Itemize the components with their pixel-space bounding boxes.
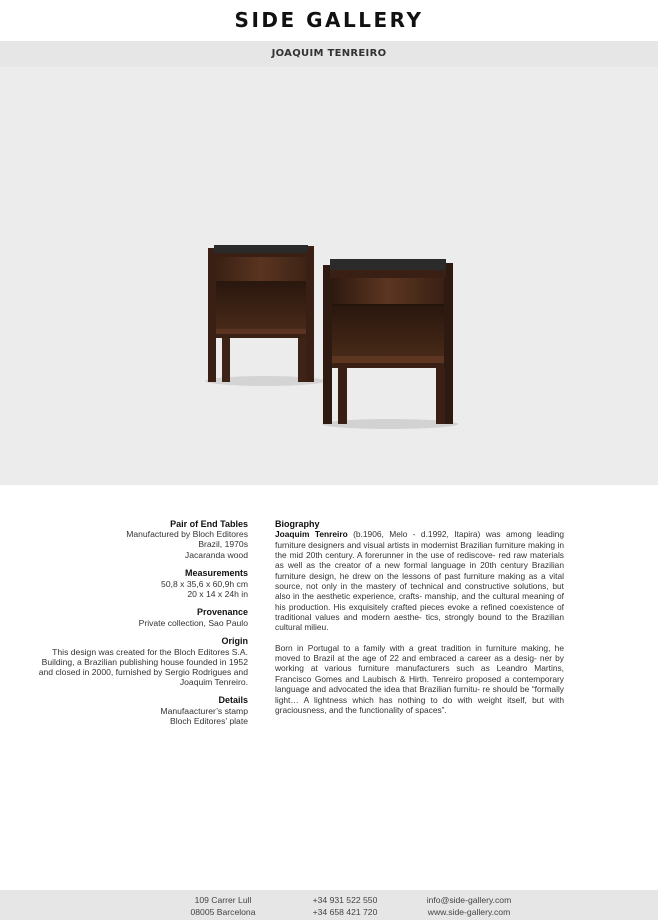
product-details xyxy=(30,519,248,735)
artist-title: JOAQUIM TENREIRO xyxy=(271,48,387,59)
measurements-section xyxy=(30,568,248,599)
measurements-title: Measurements xyxy=(184,568,248,579)
biography-text: (b.1906, Melo - d.1992, Itapira) was among leading furniture designers and visual artists in modernist Brazilian furniture making in the mid 20th century. A forerunner in the use of rediscove- red raw materials as well as the creator of a new formal language in 20th century Brazilian furniture design, he drew on the lessons of past furniture making as a vital source, not only in the mastery of technical and constructive solutions, but also in the aesthetic experience, crafts- manship, and the cultural meaning of his production. His exquisitely crafted pieces evoke a refined coexistence of traditional values and modern aesthe- tics, strongly bound to the Brazilian cultural milieu. xyxy=(275,529,564,633)
end-tables-illustration xyxy=(0,67,658,485)
website-link[interactable]: www.side-gallery.com xyxy=(427,907,511,917)
item-line: Manufactured by Bloch Editores xyxy=(126,529,248,540)
biography xyxy=(275,519,564,725)
details-section xyxy=(30,695,248,726)
artist-name: Joaquim Tenreiro xyxy=(275,529,348,540)
email-link[interactable]: info@side-gallery.com xyxy=(426,895,512,905)
details-line: Bloch Editores’ plate xyxy=(169,715,248,726)
origin-text: This design was created for the Bloch Editores S.A. Building, a Brazilian publishing house founded in 1952 and closed in 2000, furnished by Sergio Rodrigues and Joaquim Tenreiro. xyxy=(38,646,248,687)
artist-bar xyxy=(0,41,658,67)
phone-link[interactable]: +34 931 522 550 xyxy=(312,895,378,905)
item-line: Brazil, 1970s xyxy=(198,539,248,550)
item-section xyxy=(30,519,248,560)
details-line: Manufaacturer’s stamp xyxy=(160,705,248,716)
left-end-table xyxy=(208,245,314,382)
biography-paragraph-2: Born in Portugal to a family with a great tradition in furniture making, he moved to Brazil at the age of 22 and embraced a career as a desig- ner by working at various furniture manufacturers such as Leandro Martins, Francisco Gomes and Laubisch & Hirth. Tenreiro proposed a contemporary language and advocated the idea that Brazilian furnitu- re should be “formally light… A lightness which has nothing to do with weight itself, but with graciousness, and the functionality of spaces”. xyxy=(275,642,564,715)
phone-link[interactable]: +34 658 421 720 xyxy=(312,907,378,917)
header xyxy=(0,0,658,41)
brand-logo[interactable]: SIDE GALLERY xyxy=(234,8,424,32)
footer xyxy=(0,890,658,920)
provenance-title: Provenance xyxy=(196,607,248,618)
measurements-line: 20 x 14 x 24h in xyxy=(187,588,248,599)
right-end-table xyxy=(323,259,453,424)
footer-address xyxy=(180,894,266,918)
measurements-line: 50,8 x 35,6 x 60,9h cm xyxy=(161,578,248,589)
provenance-line: Private collection, Sao Paulo xyxy=(138,617,248,628)
address-line: 109 Carrer Lull xyxy=(194,895,252,905)
item-line: Jacaranda wood xyxy=(184,549,248,560)
footer-contact xyxy=(416,894,522,918)
origin-section xyxy=(30,636,248,687)
provenance-section xyxy=(30,607,248,627)
address-line: 08005 Barcelona xyxy=(190,907,256,917)
biography-title: Biography xyxy=(275,519,320,529)
biography-paragraph-1 xyxy=(275,529,564,632)
product-photo xyxy=(0,67,658,485)
details-title: Details xyxy=(218,695,248,706)
footer-phones xyxy=(300,894,390,918)
origin-title: Origin xyxy=(221,636,248,647)
item-title: Pair of End Tables xyxy=(170,519,248,529)
